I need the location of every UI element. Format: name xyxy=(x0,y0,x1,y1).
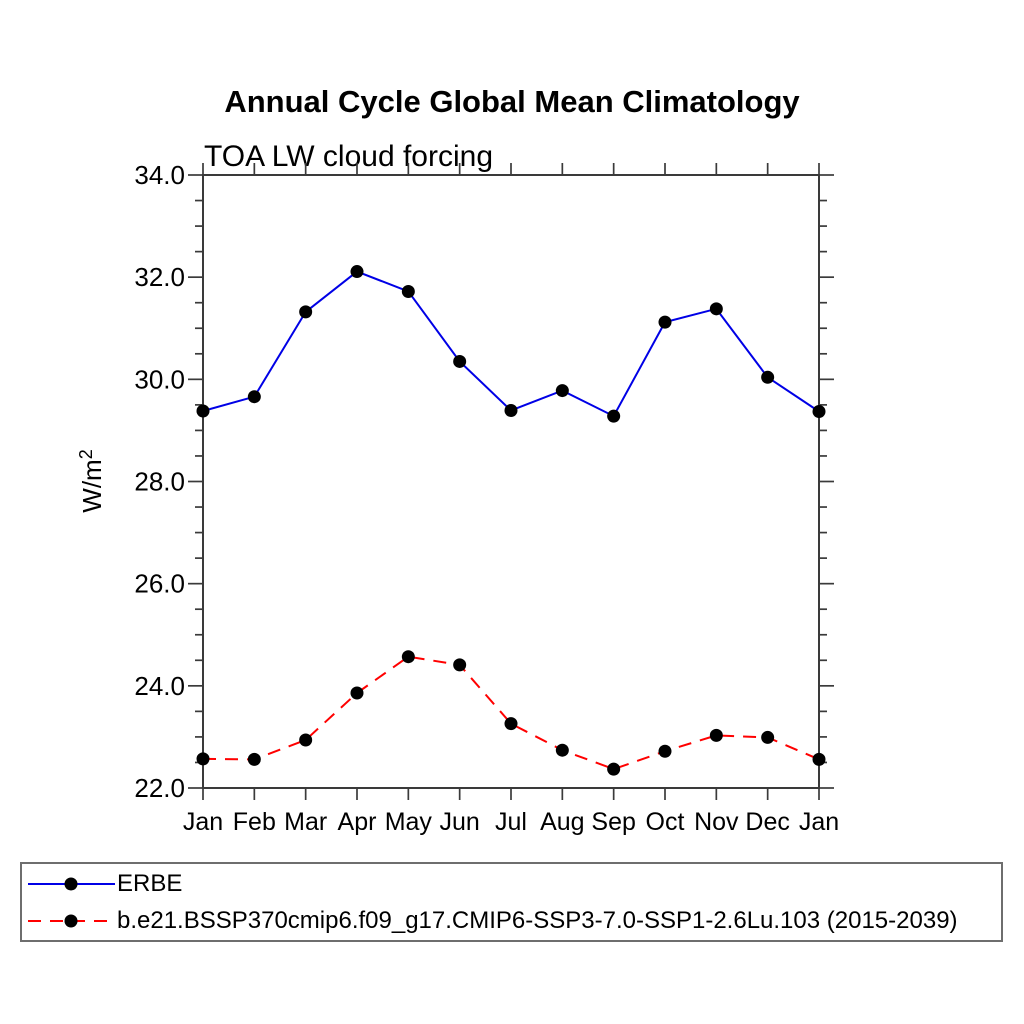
data-point xyxy=(659,745,672,758)
data-point xyxy=(761,371,774,384)
chart-subtitle: TOA LW cloud forcing xyxy=(204,140,494,173)
data-point xyxy=(248,390,261,403)
y-tick-label: 32.0 xyxy=(134,262,185,293)
data-point xyxy=(659,316,672,329)
data-point xyxy=(351,686,364,699)
data-point xyxy=(556,384,569,397)
series-line-1 xyxy=(203,657,819,769)
data-point xyxy=(556,744,569,757)
data-point xyxy=(453,355,466,368)
x-tick-label: Jul xyxy=(495,808,527,836)
data-point xyxy=(197,752,210,765)
legend-label-model: b.e21.BSSP370cmip6.f09_g17.CMIP6-SSP3-7.0-SSP1-2.6Lu.103 (2015-2039) xyxy=(117,906,958,934)
data-point xyxy=(351,265,364,278)
data-point xyxy=(402,285,415,298)
x-tick-label: Oct xyxy=(645,808,685,836)
legend-label-erbe: ERBE xyxy=(117,869,183,897)
legend-marker-dot xyxy=(65,914,78,927)
x-tick-label: May xyxy=(384,808,432,836)
series-line-0 xyxy=(203,272,819,417)
data-point xyxy=(710,302,723,315)
x-tick-label: Sep xyxy=(591,808,636,836)
data-point xyxy=(453,658,466,671)
data-point xyxy=(607,410,620,423)
y-axis-label: $W/m^2$ xyxy=(76,449,107,513)
data-point xyxy=(607,763,620,776)
y-tick-label: 28.0 xyxy=(134,466,185,497)
legend-marker-dot xyxy=(65,877,78,890)
y-tick-label: 22.0 xyxy=(134,773,185,803)
x-tick-label: Nov xyxy=(694,808,739,836)
legend-item-model xyxy=(25,904,1001,938)
x-tick-label: Aug xyxy=(540,808,585,836)
x-tick-label: Apr xyxy=(337,808,377,836)
x-tick-label: Jan xyxy=(798,808,840,836)
data-point xyxy=(402,650,415,663)
data-point xyxy=(299,733,312,746)
legend-line-sample-dashed xyxy=(25,910,117,932)
x-tick-label: Jan xyxy=(182,808,224,836)
y-tick-label: 24.0 xyxy=(134,670,185,701)
data-point xyxy=(710,729,723,742)
data-point xyxy=(248,753,261,766)
x-tick-label: Feb xyxy=(232,808,276,836)
legend-line-sample-solid xyxy=(25,873,117,895)
data-point xyxy=(813,753,826,766)
data-point xyxy=(505,717,518,730)
data-point xyxy=(197,405,210,418)
plot-frame xyxy=(203,175,819,788)
x-tick-label: Dec xyxy=(745,808,790,836)
y-tick-label: 34.0 xyxy=(134,160,185,190)
data-point xyxy=(761,731,774,744)
data-point xyxy=(813,405,826,418)
data-point xyxy=(505,404,518,417)
chart-title: Annual Cycle Global Mean Climatology xyxy=(224,84,800,119)
y-tick-label: 26.0 xyxy=(134,568,185,599)
legend xyxy=(20,862,1003,942)
x-tick-label: Mar xyxy=(284,808,328,836)
legend-item-erbe xyxy=(25,867,1001,901)
data-point xyxy=(299,305,312,318)
y-tick-label: 30.0 xyxy=(134,364,185,395)
x-tick-label: Jun xyxy=(439,808,480,836)
